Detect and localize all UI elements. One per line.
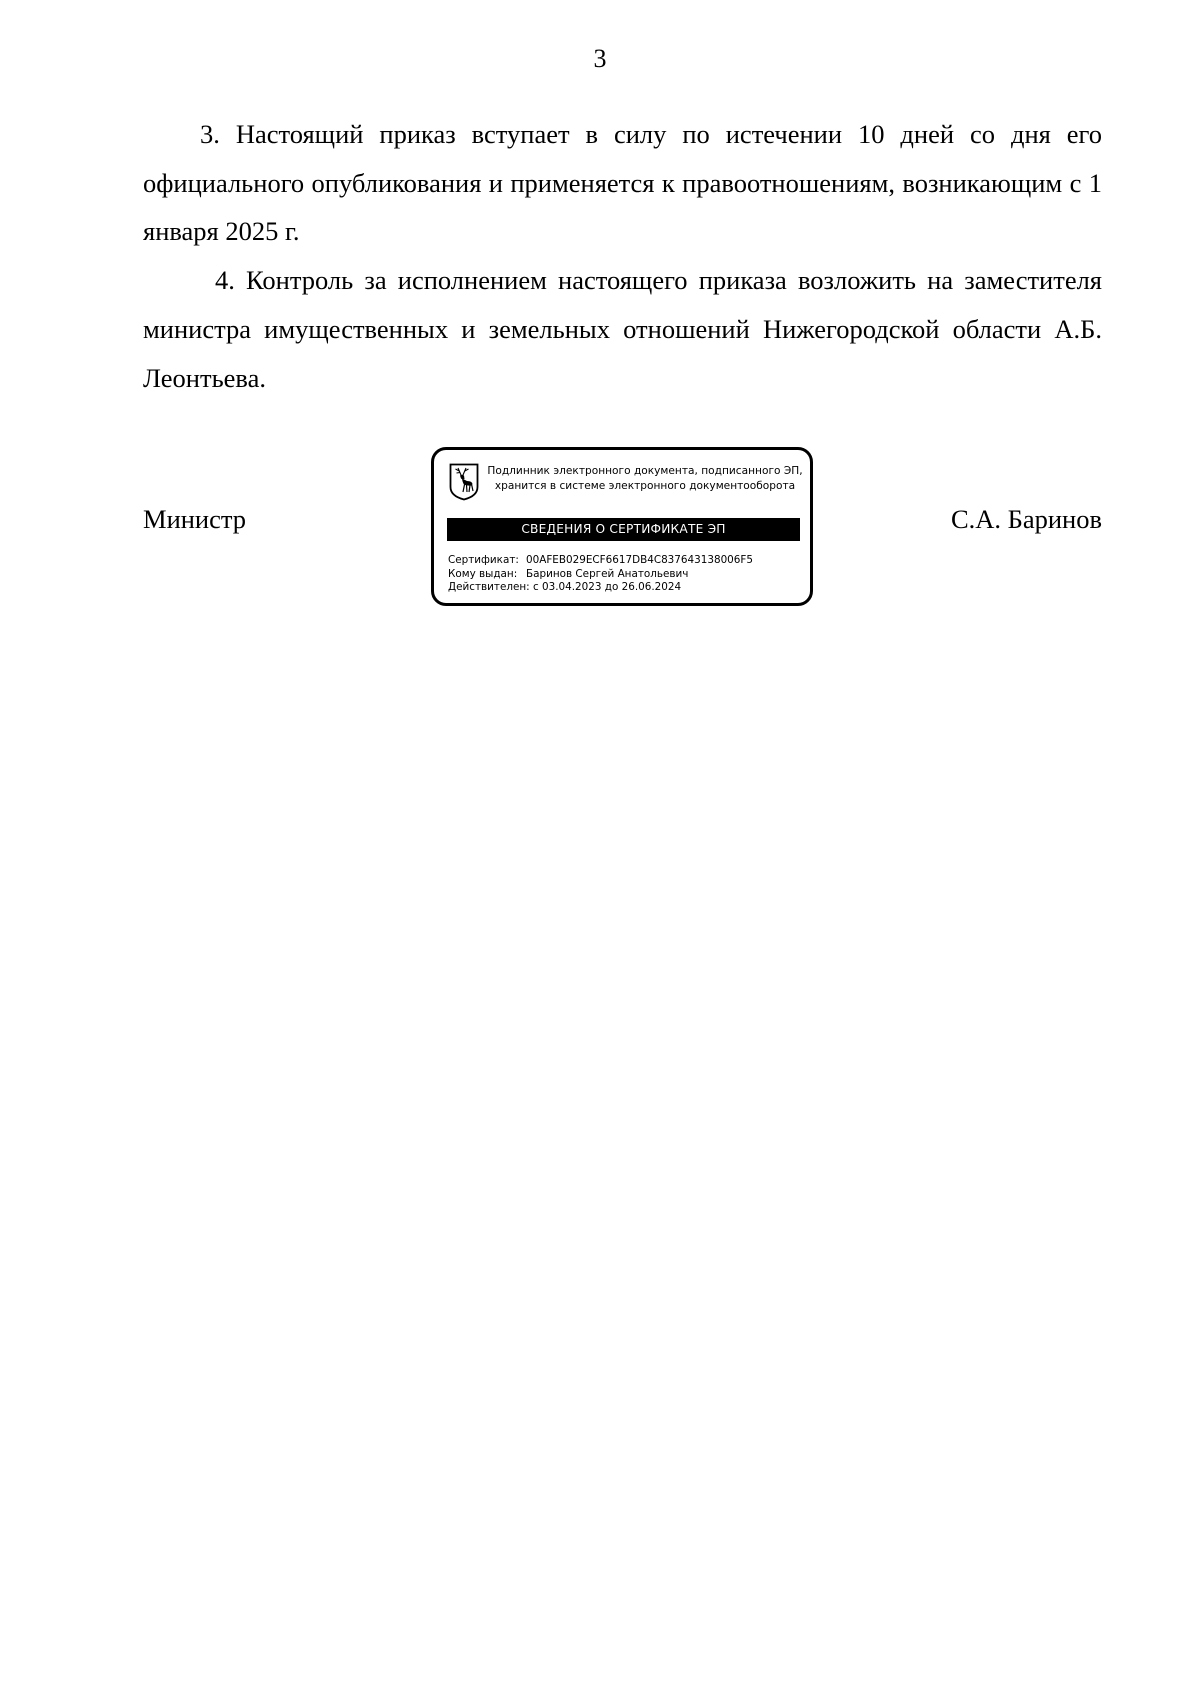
paragraph-3: 3. Настоящий приказ вступает в силу по истечении 10 дней со дня его официального опубликования и применяется к правоотношениям, возникающим с 1 января 2025 г. <box>143 119 1102 247</box>
signatory-name: С.А. Баринов <box>950 504 1102 534</box>
electronic-signature-stamp <box>431 447 813 606</box>
owner-row <box>448 568 753 582</box>
certificate-row <box>448 554 753 568</box>
stamp-certificate-details <box>448 554 753 595</box>
stamp-certificate-banner: СВЕДЕНИЯ О СЕРТИФИКАТЕ ЭП <box>447 518 800 541</box>
deer-emblem-icon <box>449 463 479 501</box>
paragraph-4: 4. Контроль за исполнением настоящего приказа возложить на заместителя министра имущественных и земельных отношений Нижегородской области А.Б. Леонтьева. <box>143 265 1102 393</box>
certificate-value: 00AFEB029ECF6617DB4C837643138006F5 <box>526 554 753 566</box>
stamp-header-line-1: Подлинник электронного документа, подписанного ЭП, <box>487 465 803 477</box>
document-body <box>143 110 1102 402</box>
owner-value: Баринов Сергей Анатольевич <box>526 567 689 580</box>
certificate-label: Сертификат: <box>448 554 519 566</box>
page-number: 3 <box>593 44 607 73</box>
validity-row: Действителен: с 03.04.2023 до 26.06.2024 <box>448 581 682 593</box>
signatory-position: Министр <box>143 504 247 534</box>
stamp-header-line-2: хранится в системе электронного документооборота <box>494 480 796 492</box>
stamp-header <box>486 464 804 494</box>
owner-label: Кому выдан: <box>448 567 518 580</box>
